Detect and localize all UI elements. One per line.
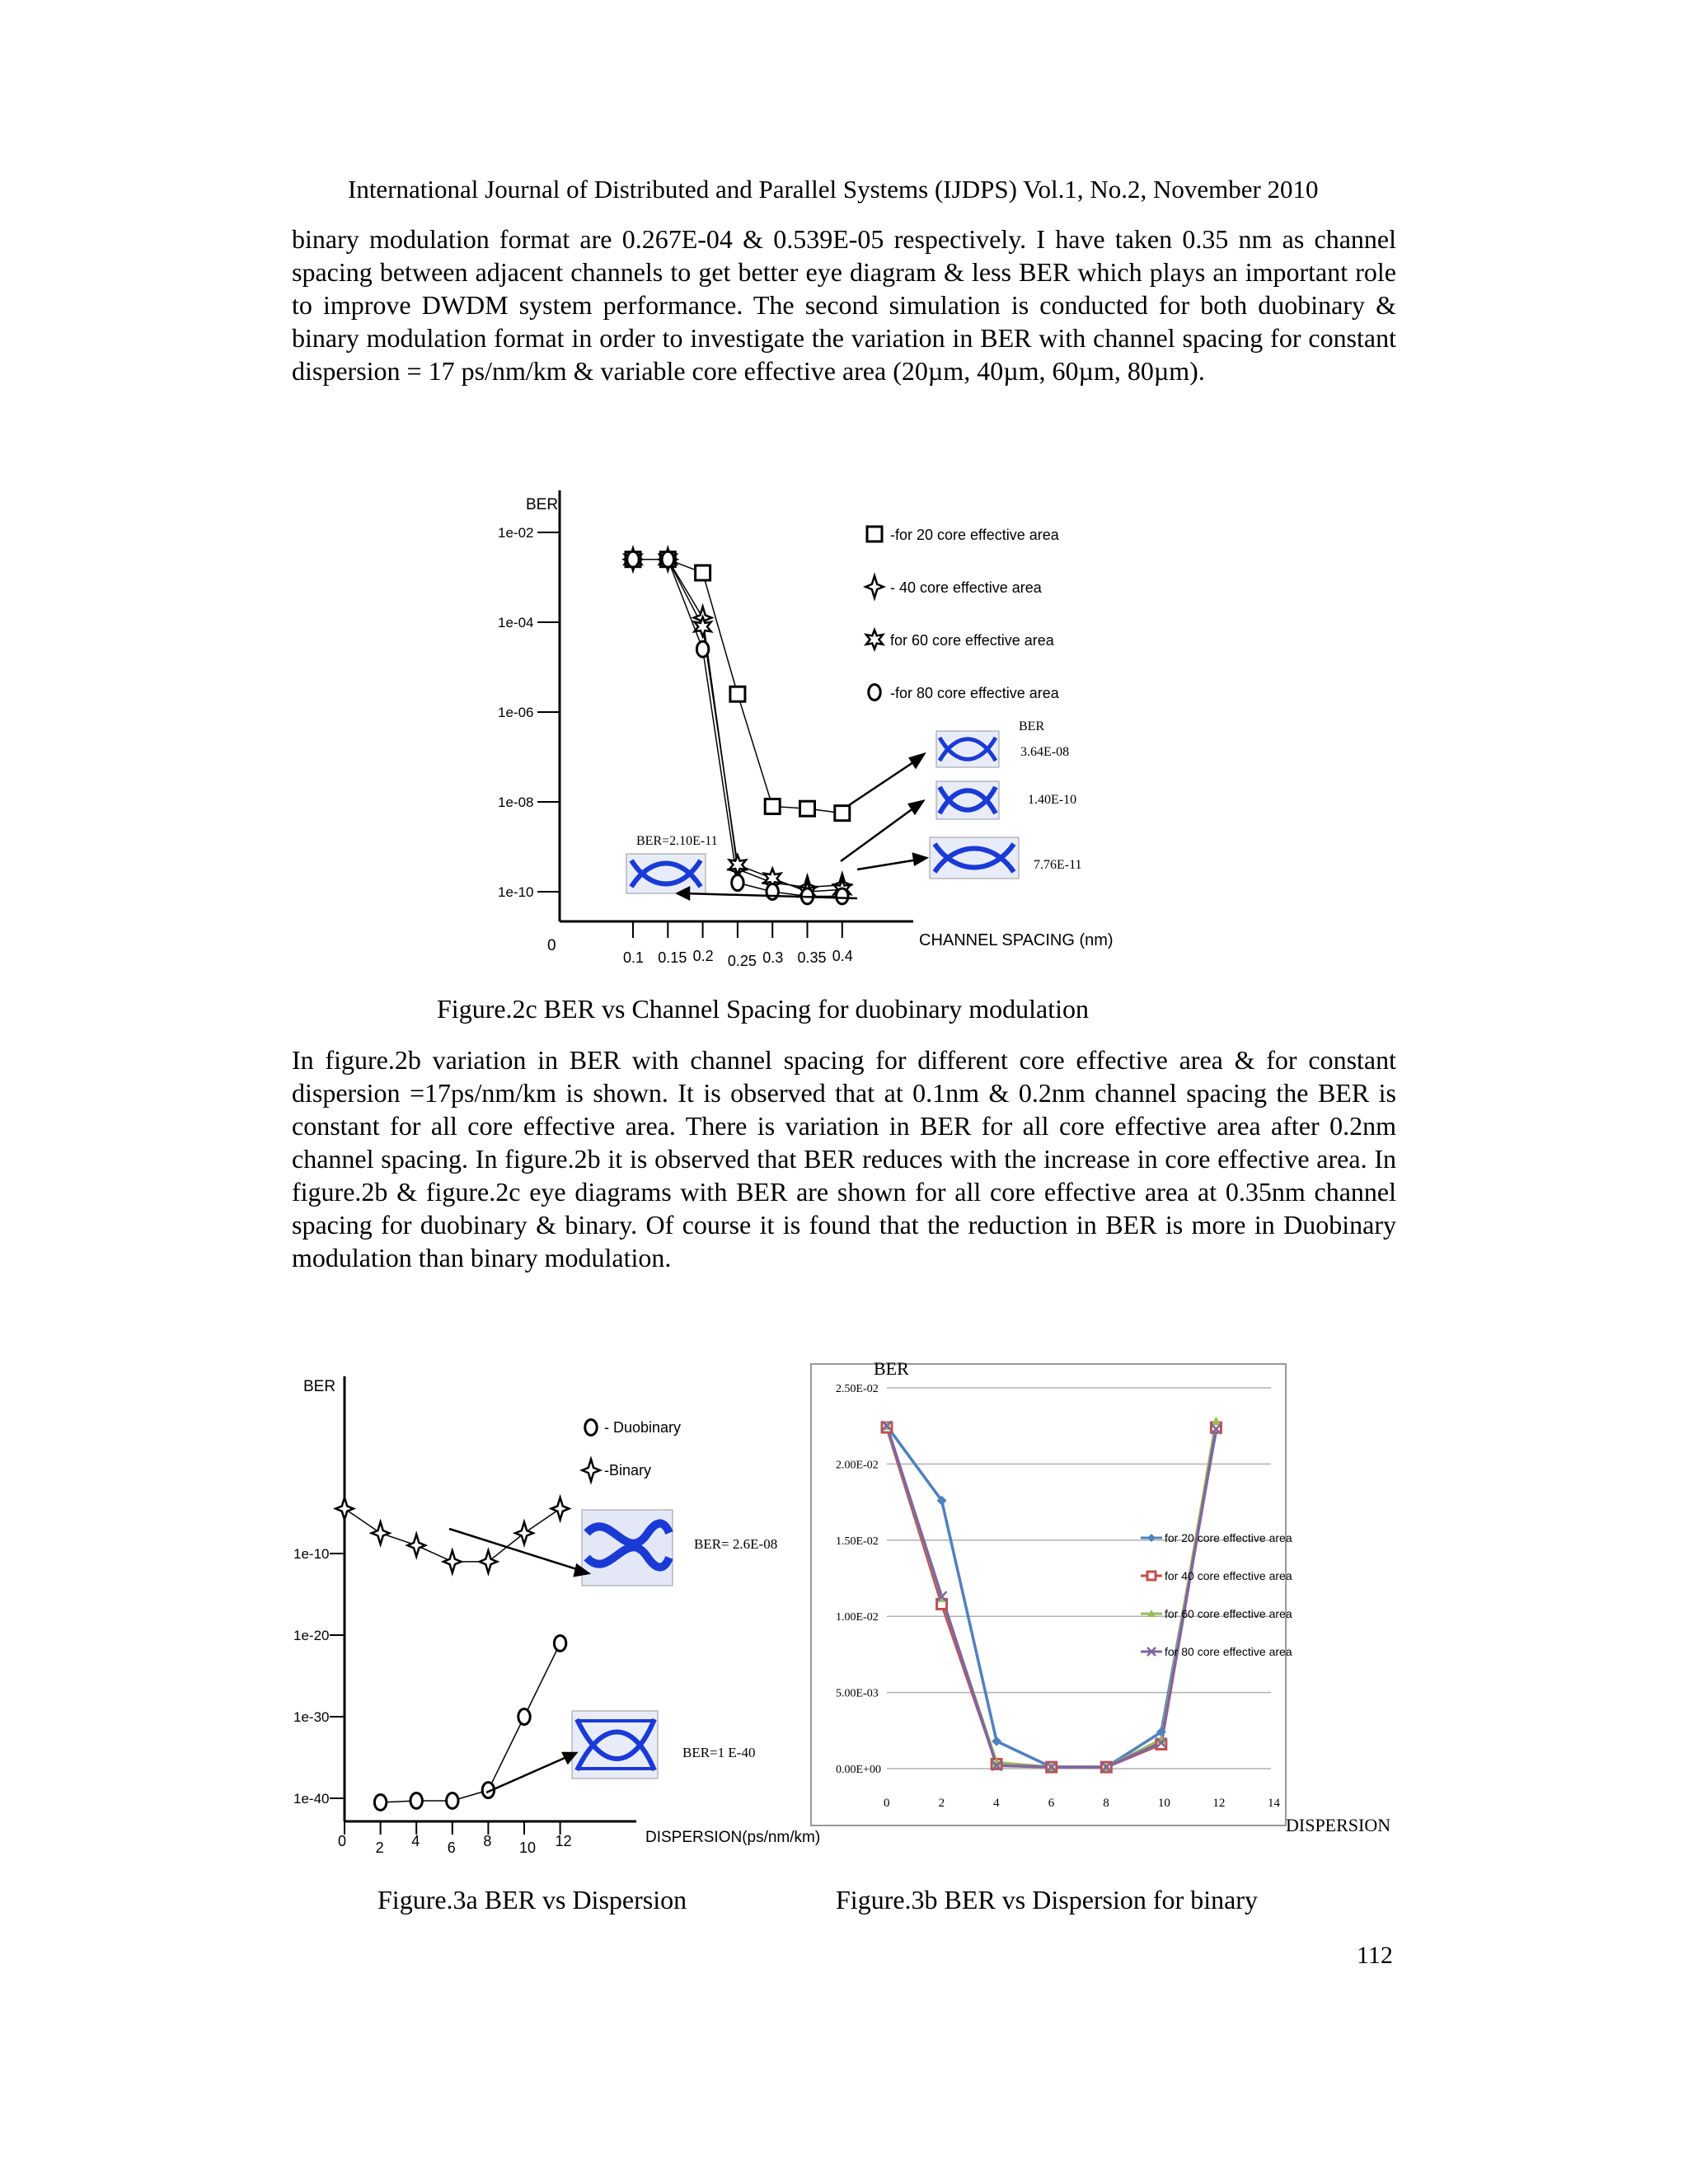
fig3a-ytick-label: 1e-40: [293, 1791, 330, 1807]
fig3b-ytick-label: 5.00E-03: [836, 1687, 879, 1700]
fig3a-eye-label-binary: BER= 2.6E-08: [694, 1536, 778, 1552]
fig3a-xtick-label: 0: [338, 1833, 347, 1849]
fig3b-xtick-label: 10: [1157, 1797, 1170, 1810]
fig2c-legend-label: for 60 core effective area: [890, 632, 1054, 649]
fig3b-legend-marker-square: [1147, 1572, 1156, 1580]
fig3a-xtick-label: 8: [483, 1833, 492, 1849]
fig3b-xtick-label: 8: [1103, 1797, 1109, 1810]
fig3b-ytick-label: 2.00E-02: [836, 1459, 879, 1472]
fig3a-legend-label: -Binary: [604, 1462, 652, 1479]
figure-3b-caption: Figure.3b BER vs Dispersion for binary: [836, 1885, 1258, 1915]
fig3a-ytick-label: 1e-20: [293, 1628, 330, 1643]
fig2c-eye-value-2: 1.40E-10: [1028, 793, 1077, 807]
paragraph-2-text: In figure.2b variation in BER with channel spacing for different core effective area & for constant dispersion =17ps/nm/km is shown. It is observed that at 0.1nm & 0.2nm channel spacing the BER is constant for all core effective area. There is variation in BER for all core effective area after 0.2nm channel spacing. In figure.2b it is observed that BER reduces with the increase in core effective area. In figure.2b & figure.2c eye diagrams with BER are shown for all core effective area at 0.35nm channel spacing for duobinary & binary. Of course it is found that the reduction in BER is more in Duobinary modulation than binary modulation.: [292, 1045, 1396, 1272]
fig2c-origin-label: 0: [547, 937, 556, 954]
fig3b-ytick-label: 0.00E+00: [836, 1764, 881, 1776]
fig2c-xtick-label: 0.4: [832, 948, 853, 964]
fig3b-legend-label: for 40 core effective area: [1165, 1569, 1292, 1582]
fig2c-legend-label: -for 20 core effective area: [890, 527, 1059, 543]
fig2c-eye-value-3: 7.76E-11: [1034, 858, 1082, 872]
fig3b-legend-label: for 60 core effective area: [1165, 1607, 1292, 1620]
fig3a-xtick-label: 10: [519, 1840, 537, 1856]
fig3b-xtick-label: 4: [993, 1797, 1000, 1810]
fig3a-eye-label-duobinary: BER=1 E-40: [682, 1745, 756, 1760]
fig3b-legend-label: for 20 core effective area: [1165, 1531, 1292, 1544]
fig3a-ylabel: BER: [303, 1378, 336, 1395]
fig2c-xtick-label: 0.15: [658, 949, 687, 966]
fig3a-xtick-label: 12: [555, 1833, 572, 1849]
fig2c-eye-value-1: 3.64E-08: [1020, 745, 1070, 759]
fig2c-xtick-label: 0.1: [623, 949, 645, 966]
journal-header: International Journal of Distributed and Parallel Systems (IJDPS) Vol.1, No.2, November 2010: [348, 175, 1319, 204]
figure-2c-caption: Figure.2c BER vs Channel Spacing for duobinary modulation: [437, 994, 1089, 1024]
page-number: 112: [1357, 1942, 1393, 1969]
paragraph-1-text: binary modulation format are 0.267E-04 & 0.539E-05 respectively. I have taken 0.35 nm as channel spacing between adjacent channels to get better eye diagram & less BER which plays an important role to improve DWDM system performance. The second simulation is conducted for both duobinary & binary modulation format in order to investigate the variation in BER with channel spacing for constant dispersion = 17 ps/nm/km & variable core effective area (20µm, 40µm, 60µm, 80µm).: [292, 224, 1396, 386]
fig3a-legend-label: - Duobinary: [604, 1419, 682, 1436]
fig2c-xtick-label: 0.35: [797, 949, 827, 966]
fig2c-ber-heading: BER: [1019, 719, 1045, 733]
fig3b-legend-label: for 80 core effective area: [1165, 1645, 1292, 1658]
fig2c-ylabel: BER: [526, 496, 559, 513]
fig3b-ytick-label: 1.50E-02: [836, 1535, 879, 1548]
fig3b-title: BER: [874, 1358, 909, 1379]
fig3b-xtick-label: 0: [884, 1797, 890, 1810]
fig3b-ytick-label: 2.50E-02: [836, 1383, 879, 1395]
fig3a-xlabel: DISPERSION(ps/nm/km): [645, 1829, 821, 1846]
fig2c-xtick-label: 0.25: [727, 953, 757, 969]
fig3b-xtick-label: 2: [938, 1797, 945, 1810]
fig3b-ytick-label: 1.00E-02: [836, 1611, 879, 1624]
fig3a-ytick-label: 1e-10: [293, 1546, 330, 1562]
fig2c-ytick-label: 1e-08: [498, 794, 534, 810]
fig2c-legend-label: -for 80 core effective area: [890, 685, 1059, 701]
fig3a-xtick-label: 4: [411, 1833, 420, 1849]
figure-3a-caption: Figure.3a BER vs Dispersion: [377, 1885, 687, 1915]
fig2c-ytick-label: 1e-06: [498, 705, 534, 720]
fig2c-legend-label: - 40 core effective area: [890, 579, 1042, 596]
fig3b-xtick-label: 12: [1212, 1797, 1226, 1810]
fig3b-xtick-label: 6: [1048, 1797, 1055, 1810]
fig2c-xtick-label: 0.2: [692, 948, 714, 964]
fig2c-ytick-label: 1e-02: [498, 525, 534, 541]
fig3b-xlabel: DISPERSION: [1286, 1815, 1391, 1835]
fig2c-ytick-label: 1e-04: [498, 615, 534, 630]
fig3a-xtick-label: 2: [375, 1840, 384, 1856]
fig3b-xtick-label: 14: [1268, 1797, 1280, 1810]
fig2c-xlabel: CHANNEL SPACING (nm): [919, 931, 1114, 949]
fig3a-ytick-label: 1e-30: [293, 1709, 330, 1725]
fig3a-xtick-label: 6: [447, 1840, 456, 1856]
fig2c-left-eye-label: BER=2.10E-11: [636, 834, 718, 848]
fig2c-xtick-label: 0.3: [762, 949, 784, 966]
fig2c-ytick-label: 1e-10: [498, 884, 534, 900]
